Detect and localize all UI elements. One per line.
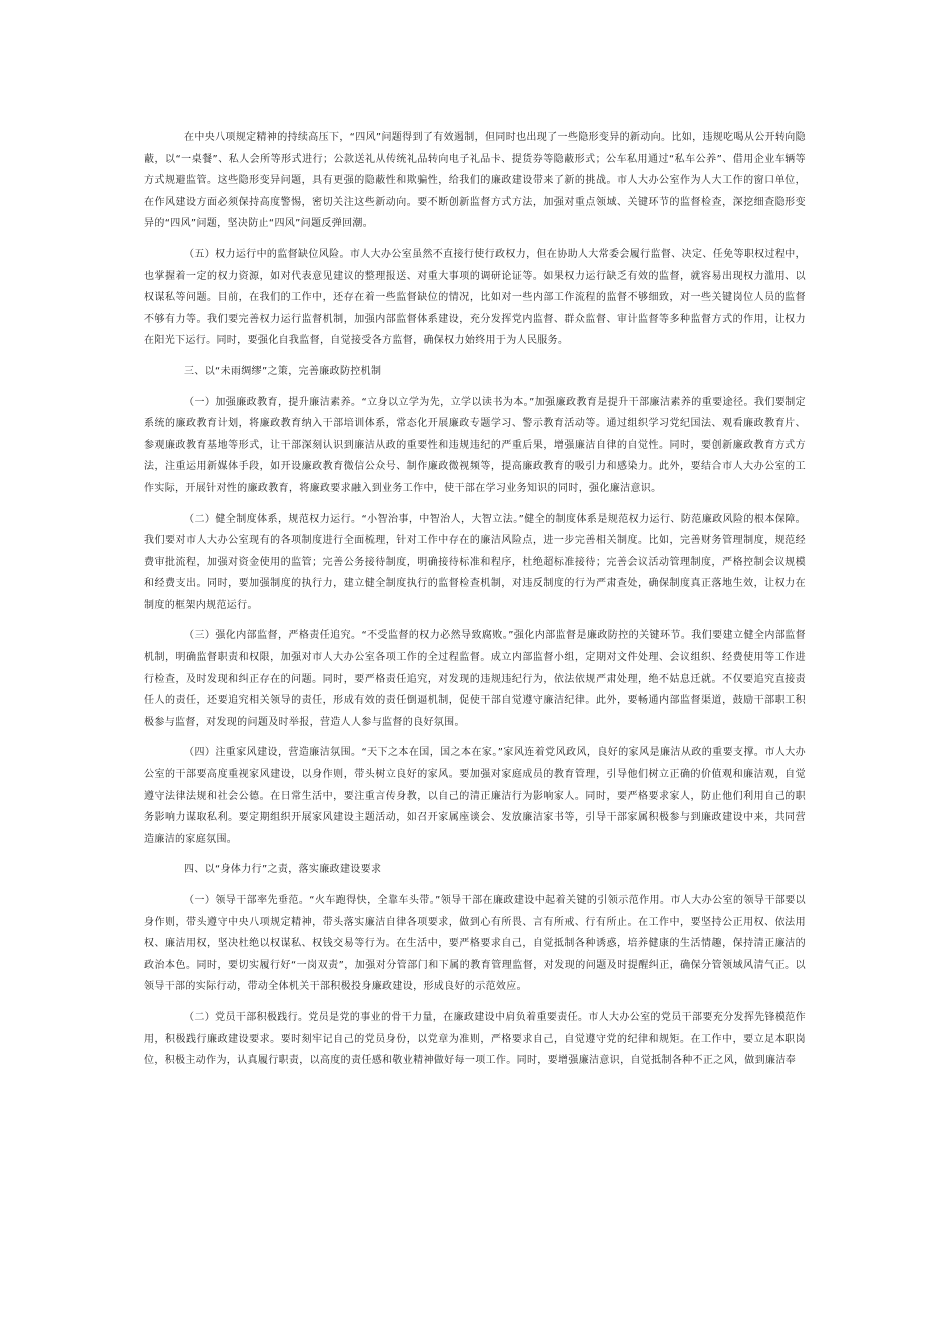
paragraph-family-ethos: （四）注重家风建设，营造廉洁氛围。“天下之本在国，国之本在家。”家风连着党风政风，良好的家风是廉洁从政的重要支撑。市人大办公室的干部要高度重视家风建设，以身作则，带头树立良好的家风。要加强对家庭成员的教育管理，引导他们树立正确的价值观和廉洁观，自觉遵守法律法规和社会公德。在日常生活中，要注重言传身教，以自己的清正廉洁行为影响家人。同时，要严格要求家人，防止他们利用自己的职务影响力谋取私利。要定期组织开展家风建设主题活动，如召开家属座谈会、发放廉洁家书等，引导干部家属积极参与到廉政建设中来，共同营造廉洁的家庭氛围。 [144, 747, 806, 845]
paragraph-party-members-practice: （二）党员干部积极践行。党员是党的事业的骨干力量，在廉政建设中肩负着重要责任。市人大办公室的党员干部要充分发挥先锋模范作用，积极践行廉政建设要求。要时刻牢记自己的党员身份，以党章为准则，严格要求自己，自觉遵守党的纪律和规矩。在工作中，要立足本职岗位，积极主动作为，认真履行职责，以高度的责任感和敬业精神做好每一项工作。同时，要增强廉洁意识，自觉抵制各种不正之风，做到廉洁奉 [144, 1011, 806, 1067]
section-heading-four: 四、以“身体力行”之责，落实廉政建设要求 [184, 864, 382, 876]
paragraph-supervision-gap-risk: （五）权力运行中的监督缺位风险。市人大办公室虽然不直接行使行政权力，但在协助人大常委会履行监督、决定、任免等职权过程中，也掌握着一定的权力资源，如对代表意见建议的整理报送、对重大事项的调研论证等。如果权力运行缺乏有效的监督，就容易出现权力滥用、以权谋私等问题。目前，在我们的工作中，还存在着一些监督缺位的情况，比如对一些内部工作流程的监督不够细致，对一些关键岗位人员的监督不够有力等。我们要完善权力运行监督机制，加强内部监督体系建设，充分发挥党内监督、群众监督、审计监督等多种监督方式的作用，让权力在阳光下运行。同时，要强化自我监督，自觉接受各方监督，确保权力始终用于为人民服务。 [144, 248, 806, 347]
section-heading-three: 三、以“未雨绸缪”之策，完善廉政防控机制 [184, 365, 382, 377]
document-body [144, 127, 806, 1081]
paragraph-integrity-education: （一）加强廉政教育，提升廉洁素养。“立身以立学为先，立学以读书为本。”加强廉政教育是提升干部廉洁素养的重要途径。我们要制定系统的廉政教育计划，将廉政教育纳入干部培训体系，常态化开展廉政专题学习、警示教育活动等。通过组织学习党纪国法、观看廉政教育片、参观廉政教育基地等形式，让干部深刻认识到廉洁从政的重要性和违规违纪的严重后果，增强廉洁自律的自觉性。同时，要创新廉政教育方式方法，注重运用新媒体手段，如开设廉政教育微信公众号、制作廉政微视频等，提高廉政教育的吸引力和感染力。此外，要结合市人大办公室的工作实际，开展针对性的廉政教育，将廉政要求融入到业务工作中，使干部在学习业务知识的同时，强化廉洁意识。 [144, 396, 806, 494]
paragraph-leaders-example: （一）领导干部率先垂范。“火车跑得快，全靠车头带。”领导干部在廉政建设中起着关键的引领示范作用。市人大办公室的领导干部要以身作则，带头遵守中央八项规定精神，带头落实廉洁自律各项要求，做到心有所畏、言有所戒、行有所止。在工作中，要坚持公正用权、依法用权、廉洁用权，坚决杜绝以权谋私、权钱交易等行为。在生活中，要严格要求自己，自觉抵制各种诱惑，培养健康的生活情趣，保持清正廉洁的政治本色。同时，要切实履行好“一岗双责”，加强对分管部门和下属的教育管理监督，对发现的问题及时提醒纠正，确保分管领域风清气正。以领导干部的实际行动，带动全体机关干部积极投身廉政建设，形成良好的示范效应。 [144, 895, 806, 993]
paragraph-four-winds-variants: 在中央八项规定精神的持续高压下，“四风”问题得到了有效遏制，但同时也出现了一些隐形变异的新动向。比如，违规吃喝从公开转向隐蔽，以“一桌餐”、私人会所等形式进行；公款送礼从传统礼品转向电子礼品卡、提货券等隐蔽形式；公车私用通过“私车公养”、借用企业车辆等方式规避监管。这些隐形变异问题，具有更强的隐蔽性和欺骗性，给我们的廉政建设带来了新的挑战。市人大办公室作为人大工作的窗口单位，在作风建设方面必须保持高度警惕，密切关注这些新动向。要不断创新监督方式方法，加强对重点领域、关键环节的监督检查，深挖细查隐形变异的“四风”问题，坚决防止“四风”问题反弹回潮。 [144, 132, 806, 230]
paragraph-institutional-system: （二）健全制度体系，规范权力运行。“小智治事，中智治人，大智立法。”健全的制度体系是规范权力运行、防范廉政风险的根本保障。我们要对市人大办公室现有的各项制度进行全面梳理，针对工作中存在的廉洁风险点，进一步完善相关制度。比如，完善财务管理制度，规范经费审批流程，加强对资金使用的监管；完善公务接待制度，明确接待标准和程序，杜绝超标准接待；完善会议活动管理制度，严格控制会议规模和经费支出。同时，要加强制度的执行力，建立健全制度执行的监督检查机制，对违反制度的行为严肃查处，确保制度真正落地生效，让权力在制度的框架内规范运行。 [144, 513, 806, 611]
paragraph-internal-supervision: （三）强化内部监督，严格责任追究。“不受监督的权力必然导致腐败。”强化内部监督是廉政防控的关键环节。我们要建立健全内部监督机制，明确监督职责和权限，加强对市人大办公室各项工作的全过程监督。成立内部监督小组，定期对文件处理、会议组织、经费使用等工作进行检查，及时发现和纠正存在的问题。同时，要严格责任追究，对发现的违规违纪行为，依法依规严肃处理，绝不姑息迁就。不仅要追究直接责任人的责任，还要追究相关领导的责任，形成有效的责任倒逼机制，促使干部自觉遵守廉洁纪律。此外，要畅通内部监督渠道，鼓励干部职工积极参与监督，对发现的问题及时举报，营造人人参与监督的良好氛围。 [144, 630, 806, 728]
